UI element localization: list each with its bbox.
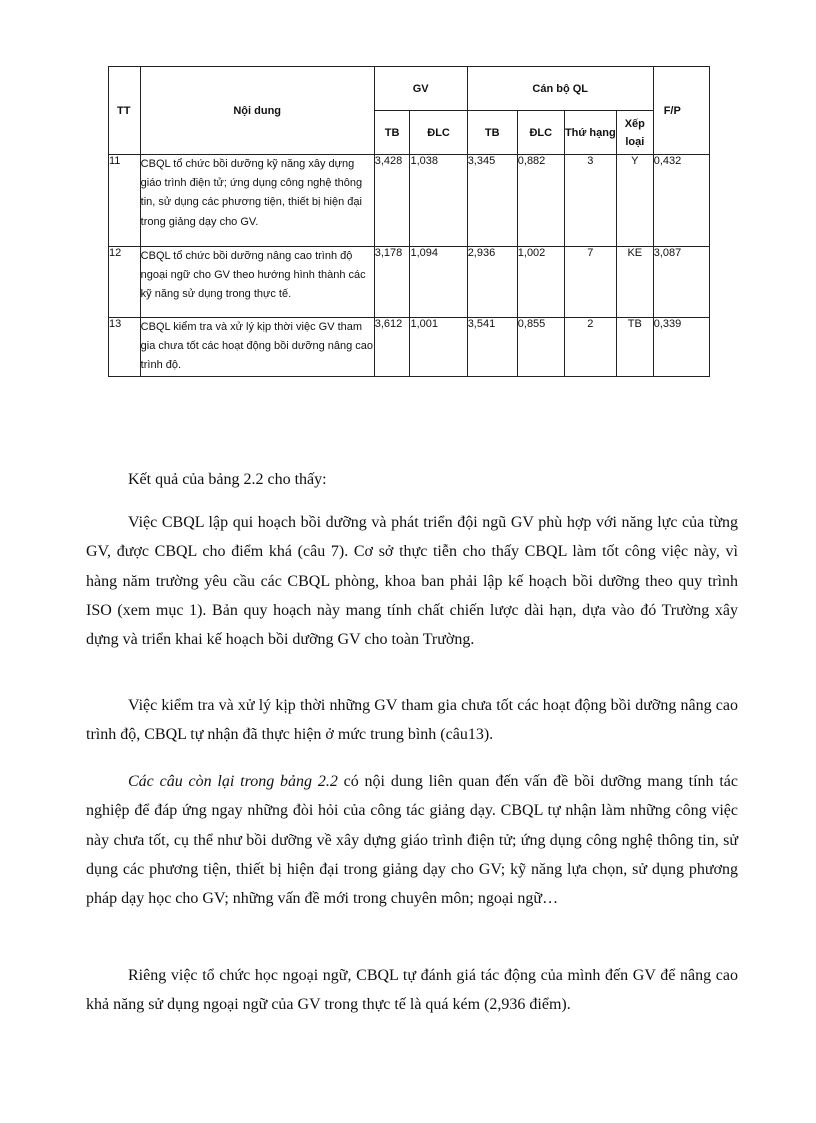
paragraph-remaining-text: có nội dung liên quan đến vấn đề bồi dưỡng mang tính tác nghiệp để đáp ứng ngay những đòi hỏi của công tác giảng dạy. CBQL tự nhận làm những công việc này chưa tốt, cụ thể như bồi dưỡng về xây dựng giáo trình điện tử; ứng dụng công nghệ thông tin, sử dụng các phương tiện, thiết bị hiện đại trong giảng dạy cho GV; kỹ năng lựa chọn, sử dụng phương pháp dạy học cho GV; những vấn đề mới trong chuyên môn; ngoại ngữ…	[86, 773, 738, 908]
cell-dlc-cb: 0,855	[517, 318, 564, 377]
cell-tb-cb: 2,936	[467, 247, 517, 318]
cell-tb-gv: 3,612	[374, 318, 410, 377]
paragraph-plan: Việc CBQL lập qui hoạch bồi dưỡng và phát triển đội ngũ GV phù hợp với năng lực của từng GV, được CBQL cho điểm khá (câu 7). Cơ sở thực tiễn cho thấy CBQL làm tốt công việc này, vì hàng năm trường yêu cầu các CBQL phòng, khoa ban phải lập kế hoạch bồi dưỡng theo quy trình ISO (xem mục 1). Bản quy hoạch này mang tính chất chiến lược dài hạn, dựa vào đó Trường xây dựng và triển khai kế hoạch bồi dưỡng GV cho toàn Trường.	[86, 514, 738, 649]
table-row	[109, 155, 710, 247]
table-header-row-1	[109, 67, 710, 111]
cell-thu-hang: 3	[564, 155, 616, 247]
cell-tb-gv: 3,428	[374, 155, 410, 247]
cell-dlc-cb: 1,002	[517, 247, 564, 318]
cell-xep-loai: TB	[616, 318, 653, 377]
cell-thu-hang: 7	[564, 247, 616, 318]
table-row	[109, 318, 710, 377]
header-thu-hang: Thứ hạng	[564, 111, 616, 155]
header-noi-dung: Nội dung	[140, 67, 374, 155]
results-table	[108, 66, 710, 377]
header-can-bo-ql: Cán bộ QL	[467, 67, 653, 111]
paragraph-language: Riêng việc tổ chức học ngoại ngữ, CBQL tự đánh giá tác động của mình đến GV để nâng cao khả năng sử dụng ngoại ngữ của GV trong thực tế là quá kém (2,936 điểm).	[86, 967, 738, 1014]
header-dlc-gv: ĐLC	[410, 111, 467, 155]
cell-tt: 11	[109, 155, 141, 247]
cell-fp: 0,339	[653, 318, 709, 377]
cell-fp: 0,432	[653, 155, 709, 247]
header-tb-gv: TB	[374, 111, 410, 155]
cell-dlc-gv: 1,094	[410, 247, 467, 318]
paragraph-remaining-italic: Các câu còn lại trong bảng 2.2	[128, 773, 338, 790]
header-fp: F/P	[653, 67, 709, 155]
header-tb-cb: TB	[467, 111, 517, 155]
header-xep-loai: Xếp loại	[616, 111, 653, 155]
cell-content: CBQL tổ chức bồi dưỡng kỹ năng xây dựng giáo trình điện tử; ứng dụng công nghệ thông tin, sử dụng các phương tiện, thiết bị hiện đại trong giảng dạy cho GV.	[140, 155, 374, 247]
cell-tt: 13	[109, 318, 141, 377]
cell-dlc-gv: 1,001	[410, 318, 467, 377]
cell-fp: 3,087	[653, 247, 709, 318]
header-tt: TT	[109, 67, 141, 155]
paragraph-intro: Kết quả của bảng 2.2 cho thấy:	[128, 471, 327, 488]
cell-dlc-cb: 0,882	[517, 155, 564, 247]
cell-content: CBQL kiểm tra và xử lý kịp thời việc GV tham gia chưa tốt các hoạt động bồi dưỡng nâng cao trình độ.	[140, 318, 374, 377]
cell-tb-gv: 3,178	[374, 247, 410, 318]
cell-xep-loai: KE	[616, 247, 653, 318]
cell-xep-loai: Y	[616, 155, 653, 247]
cell-dlc-gv: 1,038	[410, 155, 467, 247]
table-row	[109, 247, 710, 318]
cell-tb-cb: 3,541	[467, 318, 517, 377]
cell-content: CBQL tổ chức bồi dưỡng nâng cao trình độ ngoại ngữ cho GV theo hướng hình thành các kỹ năng sử dụng trong thực tế.	[140, 247, 374, 318]
paragraph-inspection: Việc kiểm tra và xử lý kịp thời những GV tham gia chưa tốt các hoạt động bồi dưỡng nâng cao trình độ, CBQL tự nhận đã thực hiện ở mức trung bình (câu13).	[86, 697, 738, 744]
cell-tb-cb: 3,345	[467, 155, 517, 247]
header-gv: GV	[374, 67, 467, 111]
paragraph-remaining	[86, 767, 738, 913]
cell-tt: 12	[109, 247, 141, 318]
header-dlc-cb: ĐLC	[517, 111, 564, 155]
cell-thu-hang: 2	[564, 318, 616, 377]
